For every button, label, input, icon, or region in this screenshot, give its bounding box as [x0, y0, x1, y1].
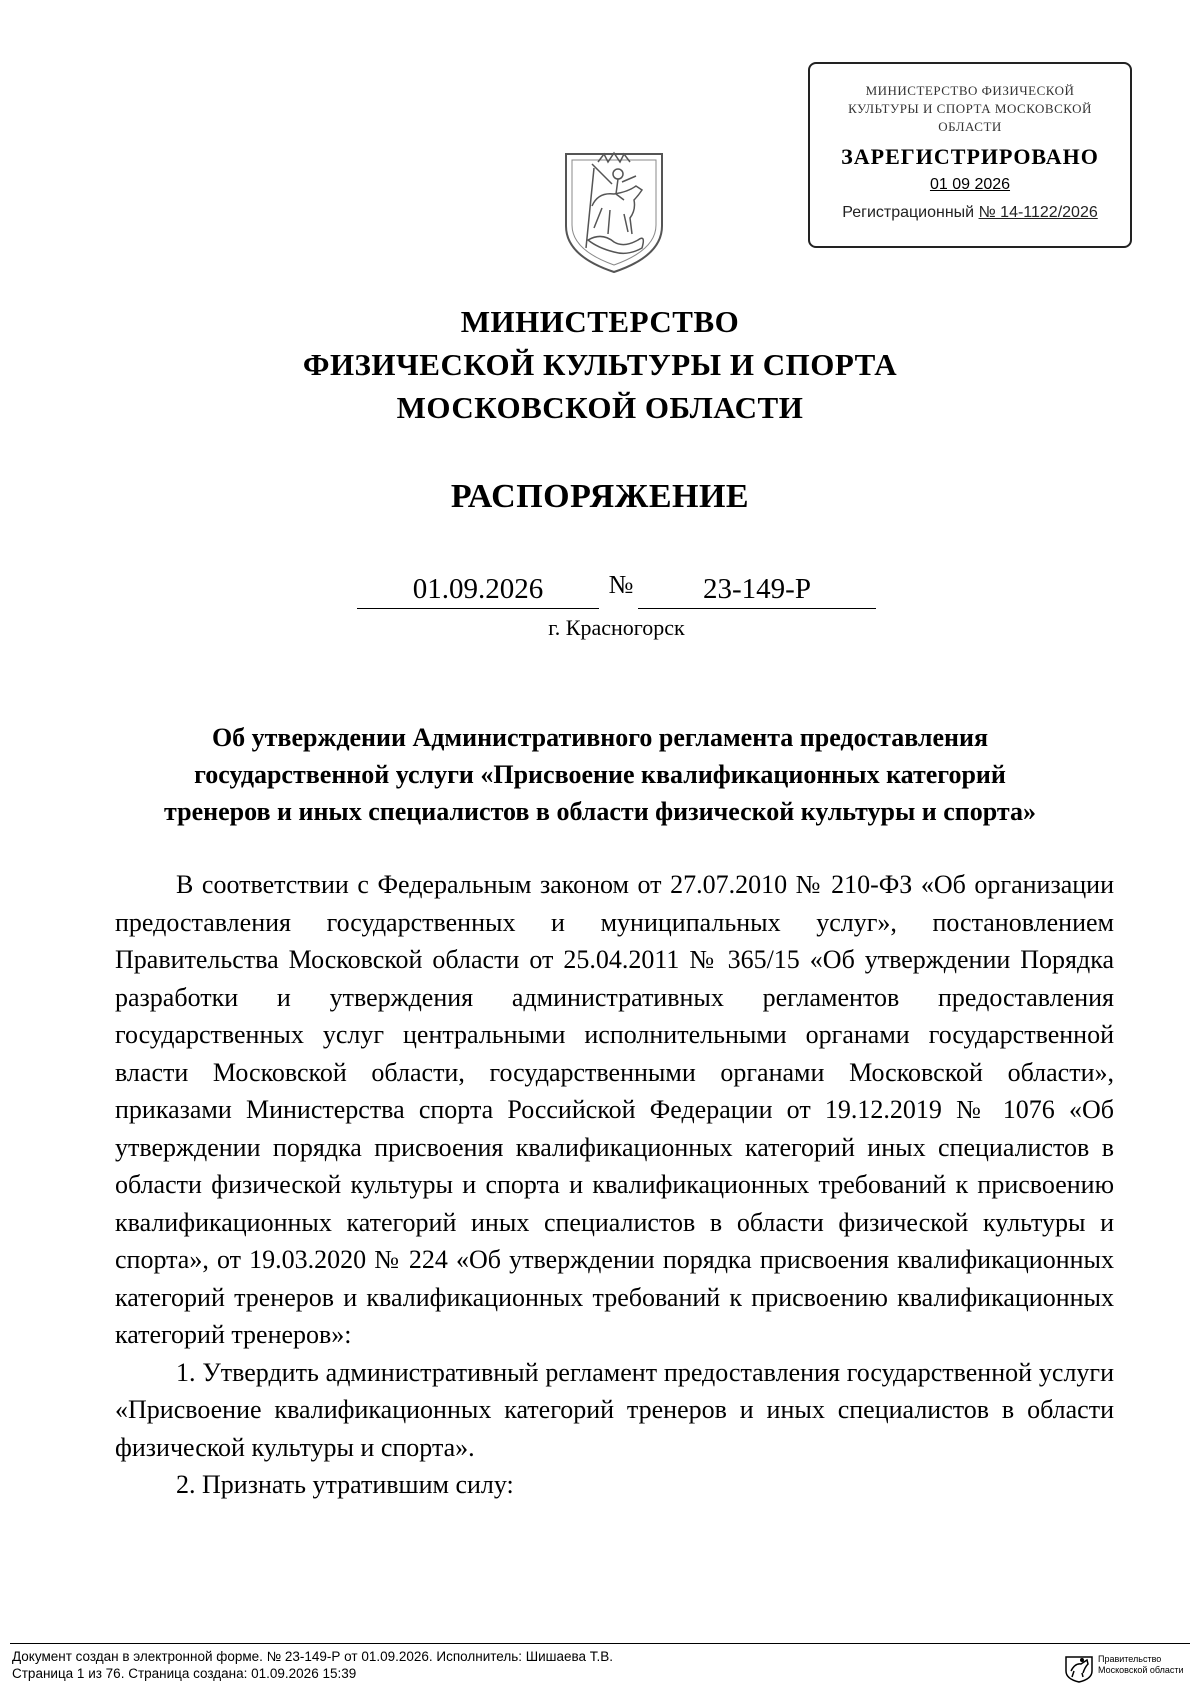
footer-line: Страница 1 из 76. Страница создана: 01.09.2026 15:39 — [12, 1666, 357, 1681]
subject-line: Об утверждении Административного регламента предоставления — [211, 723, 989, 752]
document-number: 23-149-Р — [638, 573, 876, 609]
footer-gov-line: Правительство — [1098, 1654, 1162, 1664]
stamp-org-line: КУЛЬТУРЫ И СПОРТА МОСКОВСКОЙ — [848, 101, 1092, 116]
stamp-org-line: ОБЛАСТИ — [938, 119, 1002, 134]
document-subject — [130, 719, 1070, 830]
body-paragraph: В соответствии с Федеральным законом от 27.07.2010 № 210-ФЗ «Об организации предоставления государственных и муниципальных услуг», постановлением Правительства Московской области от 25.04.2011 № 365/15 «Об утверждении Порядка разработки и утверждения административных регламентов предоставления государственных услуг центральными исполнительными органами государственной власти Московской области, государственными органами Московской области», приказами Министерства спорта Российской Федерации от 19.12.2019 № 1076 «Об утверждении порядка присвоения квалификационных категорий иных специалистов в области физической культуры и спорта и квалификационных требований к присвоению квалификационных категорий иных специалистов в области физической культуры и спорта», от 19.03.2020 № 224 «Об утверждении порядка присвоения квалификационных категорий тренеров и квалификационных требований к присвоению квалификационных категорий тренеров»: — [115, 870, 1114, 1349]
stamp-date-row — [810, 176, 1130, 194]
footer-line: Документ создан в электронной форме. № 23-149-Р от 01.09.2026. Исполнитель: Шишаева Т.В. — [12, 1649, 614, 1664]
document-type: РАСПОРЯЖЕНИЕ — [450, 478, 750, 515]
stamp-status: ЗАРЕГИСТРИРОВАНО — [841, 144, 1099, 169]
document-city: г. Красногорск — [548, 615, 685, 640]
registration-stamp — [808, 62, 1132, 248]
stamp-reg-number: № 14-1122/2026 — [978, 204, 1098, 221]
stamp-organization — [810, 80, 1130, 138]
ministry-name-line: ФИЗИЧЕСКОЙ КУЛЬТУРЫ И СПОРТА — [302, 347, 898, 382]
stamp-registration-row — [810, 204, 1130, 222]
body-paragraph: 2. Признать утратившим силу: — [176, 1470, 514, 1499]
document-date: 01.09.2026 — [357, 573, 599, 609]
subject-line: тренеров и иных специалистов в области физической культуры и спорта» — [164, 797, 1036, 826]
coat-of-arms-icon — [558, 148, 670, 276]
government-logo-icon — [1063, 1651, 1095, 1683]
footer-gov-line: Московской области — [1098, 1665, 1184, 1675]
document-body — [115, 866, 1114, 1504]
footer-info — [12, 1648, 613, 1682]
stamp-date: 01 09 2026 — [929, 176, 1011, 193]
ministry-name-line: МОСКОВСКОЙ ОБЛАСТИ — [396, 390, 804, 425]
stamp-org-line: МИНИСТЕРСТВО ФИЗИЧЕСКОЙ — [865, 83, 1075, 98]
body-paragraph: 1. Утвердить административный регламент предоставления государственной услуги «Присвоение квалификационных категорий тренеров и иных специалистов в области физической культуры и спорта». — [115, 1357, 1114, 1462]
number-sign: № — [608, 570, 634, 599]
footer-government — [1098, 1654, 1184, 1676]
footer-divider — [10, 1643, 1190, 1644]
ministry-name — [100, 300, 1100, 429]
subject-line: государственной услуги «Присвоение квалификационных категорий — [194, 760, 1006, 789]
ministry-name-line: МИНИСТЕРСТВО — [460, 304, 740, 339]
stamp-reg-label: Регистрационный — [842, 204, 975, 221]
